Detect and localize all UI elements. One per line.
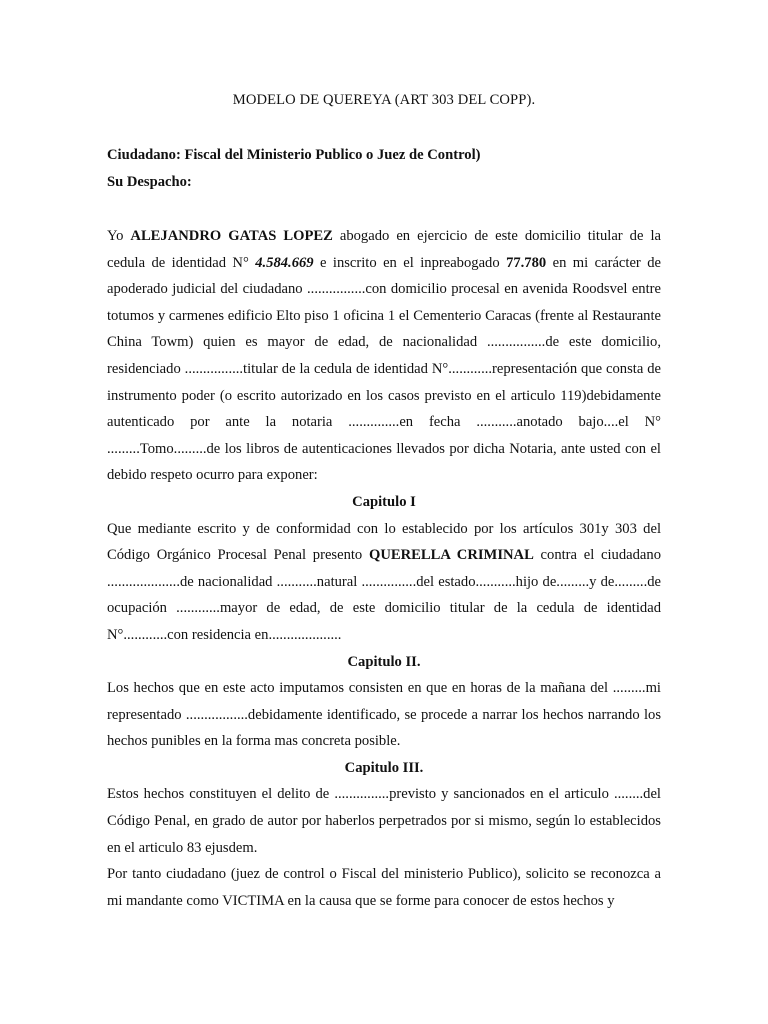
- intro-text-3: e inscrito en el inpreabogado: [313, 254, 507, 271]
- chapter-1-text-1: Que mediante escrito y de conformidad con lo establecido por los artículos 301y 303 del Código Orgánico Procesal Penal presento: [107, 520, 661, 564]
- chapter-1-paragraph: [107, 516, 661, 649]
- document-title: MODELO DE QUEREYA (ART 303 DEL COPP).: [232, 92, 536, 108]
- chapter-1-heading: Capitulo I: [352, 493, 416, 510]
- chapter-2-heading: Capitulo II.: [347, 653, 421, 670]
- addressee-line: Ciudadano: Fiscal del Ministerio Publico o Juez de Control): [107, 147, 481, 163]
- chapter-3-heading: Capitulo III.: [344, 759, 424, 776]
- inpreabogado-number: 77.780: [506, 254, 547, 271]
- chapter-2-paragraph: Los hechos que en este acto imputamos consisten en que en horas de la mañana del .........mi representado .................debidamente identificado, se procede a narrar los hechos narrando los hechos punibles en la forma mas concreta posible.: [107, 680, 661, 750]
- intro-text-2: abogado en ejercicio de este domicilio titular de la cedula de identidad N°: [107, 228, 661, 271]
- intro-text-4: en mi carácter de apoderado judicial del ciudadano ................con domicilio procesal en avenida Roodsvel entre totumos y carmenes edificio Elto piso 1 oficina 1 el Cementerio Caracas (frente al Restaurante China Towm) quien es mayor de edad, de nacionalidad ................de este domicilio, residenciado ................titular de la cedula de identidad N°............representación que consta de instrumento poder (o escrito autorizado en los casos previsto en el articulo 119)debidamente autenticado por ante la notaria ..............en fecha ...........anotado bajo....el N° .........Tomo.........de los libros de autenticaciones llevados por dicha Notaria, ante usted con el debido respeto ocurro para exponer:: [107, 254, 661, 484]
- querella-criminal: QUERELLA CRIMINAL: [368, 547, 534, 564]
- document-body: [107, 223, 661, 914]
- chapter-3-paragraph: Estos hechos constituyen el delito de ...............previsto y sancionados en el articulo ........del Código Penal, en grado de autor por haberlos perpetrados por si mismo, según lo establecidos en el articulo 83 ejusdem.: [107, 786, 661, 856]
- intro-paragraph: [107, 223, 661, 489]
- salutation-line: Su Despacho:: [107, 174, 192, 190]
- lawyer-name: ALEJANDRO GATAS LOPEZ: [130, 228, 333, 244]
- request-paragraph: Por tanto ciudadano (juez de control o Fiscal del ministerio Publico), solicito se reconozca a mi mandante como VICTIMA en la causa que se forme para conocer de estos hechos y: [107, 866, 661, 909]
- intro-text-1: Yo: [107, 228, 131, 244]
- chapter-1-text-2: contra el ciudadano ....................de nacionalidad ...........natural ...............del estado...........hijo de.........y de.........de ocupación ............mayor de edad, de este domicilio titular de la cedula de identidad N°............con residencia en....................: [107, 547, 661, 643]
- id-number: 4.584.669: [255, 254, 314, 271]
